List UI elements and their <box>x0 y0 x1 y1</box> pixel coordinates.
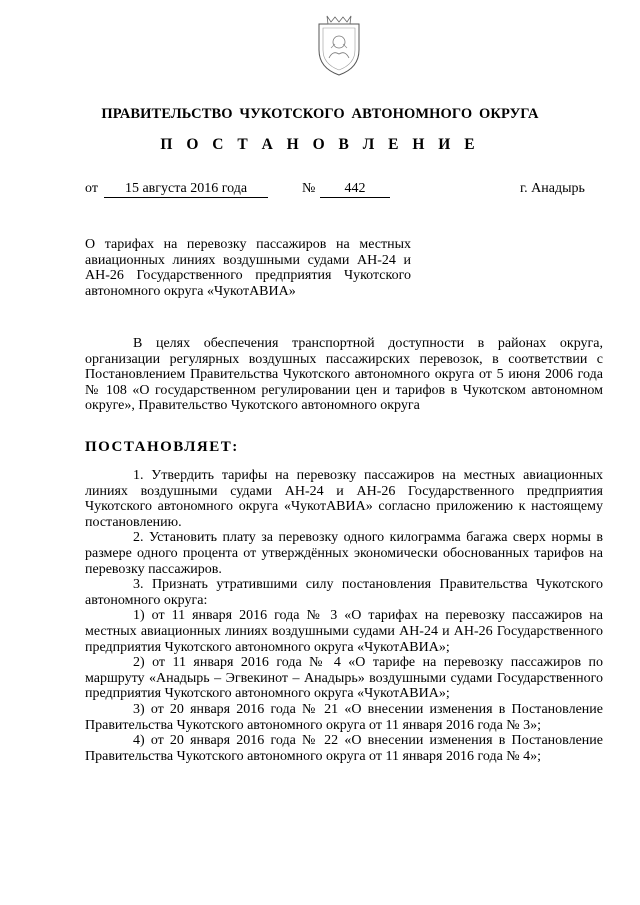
date-label: от <box>85 181 98 196</box>
resolution-item: 4) от 20 января 2016 года № 22 «О внесении изменения в Постановление Правительства Чукотского автономного округа от 11 января 2016 года № 4»; <box>85 733 603 764</box>
document-number: 442 <box>320 181 390 198</box>
government-name: ПРАВИТЕЛЬСТВО ЧУКОТСКОГО АВТОНОМНОГО ОКРУГА <box>101 106 539 122</box>
number-label: № <box>302 181 316 196</box>
resolves-heading: ПОСТАНОВЛЯЕТ: <box>85 439 239 455</box>
resolution-item: 1. Утвердить тарифы на перевозку пассажиров на местных авиационных линиях воздушными судами АН-24 и АН-26 Государственного предприятия Чукотского автономного округа «ЧукотАВИА» согласно приложению к настоящему постановлению. <box>85 468 603 530</box>
document-preamble: В целях обеспечения транспортной доступности в районах округа, организации регулярных воздушных пассажирских перевозок, в соответствии с Постановлением Правительства Чукотского автономного округа от 5 июня 2006 года № 108 «О государственном регулировании цен и тарифов в Чукотском автономном округе», Правительство Чукотского автономного округа <box>85 336 603 414</box>
resolution-items <box>85 468 603 764</box>
coat-of-arms-icon <box>313 14 365 78</box>
resolution-item: 2) от 11 января 2016 года № 4 «О тарифе на перевозку пассажиров по маршруту «Анадырь – Эгвекинот – Анадырь» воздушными судами Государственного предприятия Чукотского автономного округа «ЧукотАВИА»; <box>85 655 603 702</box>
resolution-item: 1) от 11 января 2016 года № 3 «О тарифах на перевозку пассажиров на местных авиационных линиях воздушными судами АН-24 и АН-26 Государственного предприятия Чукотского автономного округа «ЧукотАВИА»; <box>85 608 603 655</box>
document-city: г. Анадырь <box>520 181 585 196</box>
resolution-item: 3. Признать утратившими силу постановления Правительства Чукотского автономного округа: <box>85 577 603 608</box>
document-date: 15 августа 2016 года <box>104 181 268 198</box>
document-subject: О тарифах на перевозку пассажиров на местных авиационных линиях воздушными судами АН-24 и АН-26 Государственного предприятия Чукотского автономного округа «ЧукотАВИА» <box>85 237 411 299</box>
document-type: П О С Т А Н О В Л Е Н И Е <box>160 136 480 153</box>
resolution-item: 2. Установить плату за перевозку одного килограмма багажа сверх нормы в размере одного процента от утверждённых экономически обоснованных тарифов на перевозку пассажиров. <box>85 530 603 577</box>
resolution-item: 3) от 20 января 2016 года № 21 «О внесении изменения в Постановление Правительства Чукотского автономного округа от 11 января 2016 года № 3»; <box>85 701 603 733</box>
